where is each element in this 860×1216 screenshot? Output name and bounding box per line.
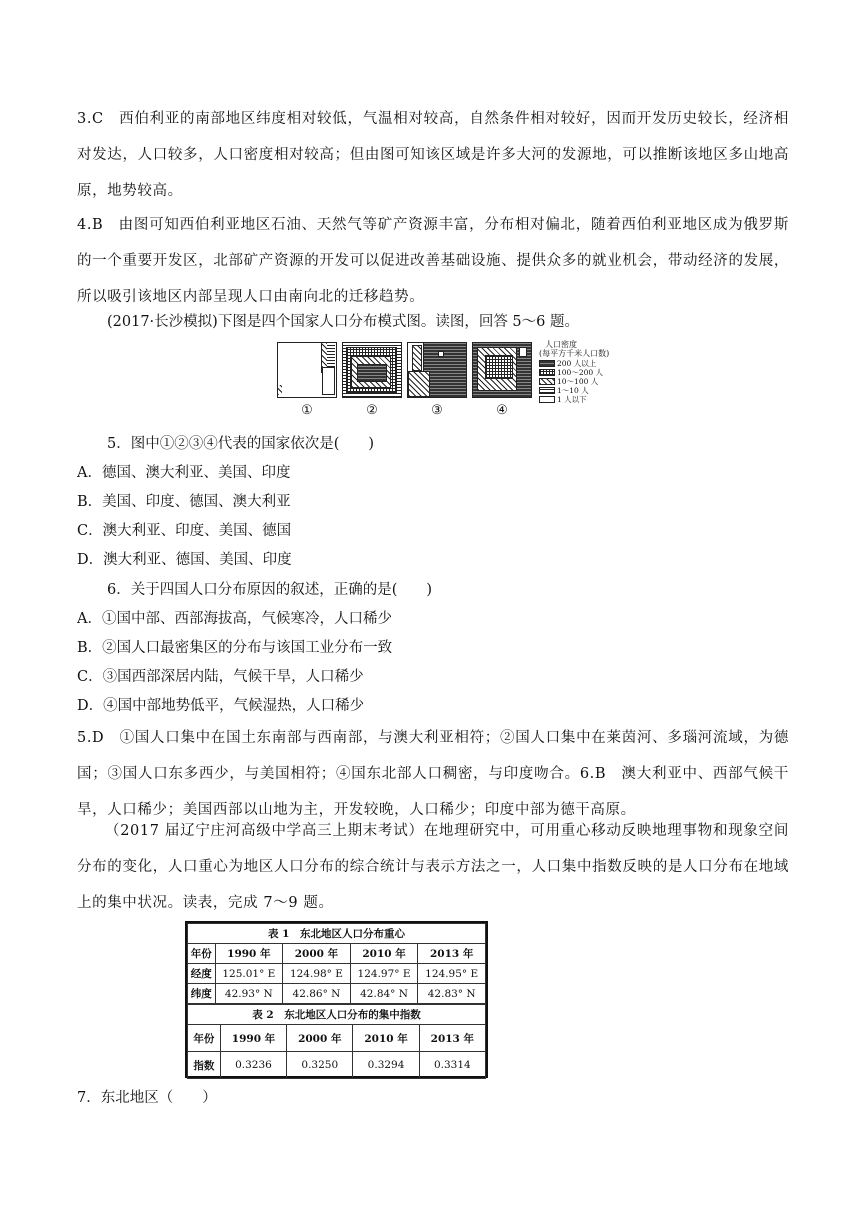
table-1 <box>187 923 486 1004</box>
table-cell: 经度 <box>188 964 216 984</box>
intro-7-9: （2017 届辽宁庄河高级中学高三上期末考试）在地理研究中，可用重心移动反映地理事物和现象空间分布的变化，人口重心为地区人口分布的综合统计与表示方法之一，人口集中指数反映的是人口分布在地域上的集中状况。读表，完成 7～9 题。 <box>77 823 789 911</box>
q5-option-a: A．德国、澳大利亚、美国、印度 <box>77 465 291 481</box>
table-cell: 纬度 <box>188 984 216 1004</box>
q6-option-d: D．④国中部地势低平，气候湿热，人口稀少 <box>77 698 365 714</box>
legend-item-1: 200 人以上 <box>539 360 596 368</box>
table-header-cell: 2000 年 <box>287 1025 353 1052</box>
answer-3: 3.C 西伯利亚的南部地区纬度相对较低，气温相对较高，自然条件相对较好，因而开发历史较长，经济相对发达，人口较多，人口密度相对较高；但由图可知该区域是许多大河的发源地，可以推断该地区多山地高原，地势较高。 <box>77 111 789 199</box>
table-cell: 指数 <box>188 1052 221 1079</box>
table-cell: 0.3250 <box>287 1052 353 1079</box>
table-2-caption: 表 2 东北地区人口分布的集中指数 <box>188 1005 486 1025</box>
question-5-stem: 5．图中①②③④代表的国家依次是( ) <box>107 436 375 452</box>
legend-subtitle: (每平方千米人口数) <box>539 349 610 358</box>
table-cell: 124.97° E <box>350 964 418 984</box>
table-header-cell: 年份 <box>188 1025 221 1052</box>
legend-item-3: 10～100 人 <box>539 378 598 386</box>
q5-option-d: D．澳大利亚、德国、美国、印度 <box>77 552 292 568</box>
answer-5-6: 5.D ①国人口集中在国土东南部与西南部，与澳大利亚相符；②国人口集中在莱茵河、多瑙河流域，为德国；③国人口东多西少，与美国相符；④国东北部人口稠密，与印度吻合。6.B 澳大利亚中、西部气候干旱，人口稀少；美国西部以山地为主，开发较晚，人口稀少；印度中部为德干高原。 <box>77 730 789 818</box>
panel-label-1: ① <box>301 403 313 418</box>
table-cell: 42.93° N <box>215 984 283 1004</box>
data-tables <box>185 921 488 1078</box>
table-row <box>188 1052 486 1079</box>
legend-title: 人口密度 <box>545 340 577 349</box>
table-header-cell: 2000 年 <box>283 944 351 964</box>
q6-option-a: A．①国中部、西部海拔高，气候寒冷，人口稀少 <box>77 611 392 627</box>
country-panel-1 <box>277 342 337 398</box>
question-7-stem: 7．东北地区（ ） <box>77 1090 217 1106</box>
table-cell: 42.86° N <box>283 984 351 1004</box>
table-cell: 0.3236 <box>220 1052 286 1079</box>
table-1-caption: 表 1 东北地区人口分布重心 <box>188 924 486 944</box>
country-panel-4 <box>472 342 532 398</box>
q5-option-b: B．美国、印度、德国、澳大利亚 <box>77 494 291 510</box>
answer-4: 4.B 由图可知西伯利亚地区石油、天然气等矿产资源丰富，分布相对偏北，随着西伯利亚地区成为俄罗斯的一个重要开发区，北部矿产资源的开发可以促进改善基础设施、提供众多的就业机会，带动经济的发展，所以吸引该地区内部呈现人口由南向北的迁移趋势。 <box>77 217 789 305</box>
table-cell: 42.83° N <box>418 984 486 1004</box>
table-row <box>188 964 486 984</box>
panel-label-4: ④ <box>496 403 508 418</box>
intro-5-6: (2017·长沙模拟)下图是四个国家人口分布模式图。读图，回答 5～6 题。 <box>107 314 579 330</box>
table-header-cell: 2010 年 <box>350 944 418 964</box>
country-panel-3 <box>407 342 467 398</box>
table-header-cell: 2013 年 <box>418 944 486 964</box>
table-cell: 0.3294 <box>353 1052 419 1079</box>
table-cell: 124.98° E <box>283 964 351 984</box>
table-header-cell: 2013 年 <box>419 1025 485 1052</box>
table-header-cell: 2010 年 <box>353 1025 419 1052</box>
table-header-cell: 1990 年 <box>215 944 283 964</box>
q6-option-c: C．③国西部深居内陆，气候干旱，人口稀少 <box>77 669 364 685</box>
population-distribution-figure <box>277 340 615 422</box>
q5-option-c: C．澳大利亚、印度、美国、德国 <box>77 523 292 539</box>
table-header-cell: 年份 <box>188 944 216 964</box>
legend-item-2: 100～200 人 <box>539 369 603 377</box>
panel-label-3: ③ <box>431 403 443 418</box>
q6-option-b: B．②国人口最密集区的分布与该国工业分布一致 <box>77 640 393 656</box>
table-cell: 124.95° E <box>418 964 486 984</box>
table-cell: 42.84° N <box>350 984 418 1004</box>
country-panel-2 <box>342 342 402 398</box>
table-header-cell: 1990 年 <box>220 1025 286 1052</box>
table-cell: 125.01° E <box>215 964 283 984</box>
table-cell: 0.3314 <box>419 1052 485 1079</box>
table-2 <box>187 1004 486 1079</box>
table-row <box>188 984 486 1004</box>
legend-item-5: 1 人以下 <box>539 396 587 404</box>
panel-label-2: ② <box>366 403 378 418</box>
question-6-stem: 6．关于四国人口分布原因的叙述，正确的是( ) <box>107 582 433 598</box>
legend-item-4: 1～10 人 <box>539 387 589 395</box>
